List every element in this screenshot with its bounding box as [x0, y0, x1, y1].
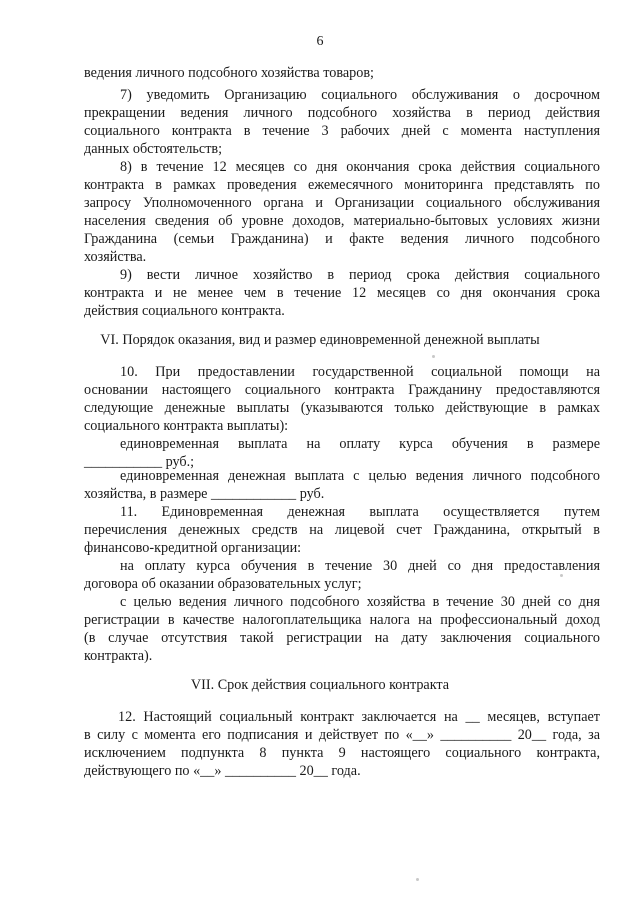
- text-line: социального контракта выплаты):: [84, 418, 289, 434]
- text-line: 9) вести личное хозяйство в период срока действия социального: [120, 267, 600, 283]
- text-line: населения сведения об уровне доходов, материально-бытовых условиях жизни: [84, 213, 600, 229]
- text-line: контракта в рамках проведения ежемесячного мониторинга представлять по: [84, 177, 600, 193]
- text-line: (в случае отсутствия такой регистрации на дату заключения социального: [84, 630, 600, 646]
- text-line: социального контракта в течение 3 рабочих дней с момента наступления: [84, 123, 600, 139]
- scan-speck: [416, 878, 419, 881]
- text-line: основании настоящего социального контракта Гражданину предоставляются: [84, 382, 600, 398]
- text-line: 11. Единовременная денежная выплата осуществляется путем: [120, 504, 600, 520]
- text-line: действующего по «__» __________ 20__ года.: [84, 763, 361, 779]
- text-line: в силу с момента его подписания и действует по «__» __________ 20__ года, за: [84, 727, 600, 743]
- text-line: Гражданина (семьи Гражданина) и факте ведения личного подсобного: [84, 231, 600, 247]
- text-line: финансово-кредитной организации:: [84, 540, 302, 556]
- text-line: контракта и не менее чем в течение 12 месяцев со дня окончания срока: [84, 285, 600, 301]
- text-line: единовременная денежная выплата с целью ведения личного подсобного: [120, 468, 600, 484]
- text-line: следующие денежные выплаты (указываются только действующие в рамках: [84, 400, 600, 416]
- text-line: контракта).: [84, 648, 153, 664]
- text-line: 7) уведомить Организацию социального обслуживания о досрочном: [120, 87, 600, 103]
- text-line: с целью ведения личного подсобного хозяйства в течение 30 дней со дня: [120, 594, 600, 610]
- page-number: 6: [316, 34, 324, 49]
- text-line: на оплату курса обучения в течение 30 дней со дня предоставления: [120, 558, 600, 574]
- text-line: хозяйства.: [84, 249, 147, 265]
- text-line: 8) в течение 12 месяцев со дня окончания срока действия социального: [120, 159, 600, 175]
- text-line: регистрации в качестве налогоплательщика налога на профессиональный доход: [84, 612, 600, 628]
- text-line: единовременная выплата на оплату курса обучения в размере: [120, 436, 600, 452]
- section-heading-vii: VII. Срок действия социального контракта: [190, 677, 450, 693]
- text-line: данных обстоятельств;: [84, 141, 223, 157]
- text-line: договора об оказании образовательных услуг;: [84, 576, 362, 592]
- scan-speck: [432, 355, 435, 358]
- text-line: прекращении ведения личного подсобного хозяйства в период действия: [84, 105, 600, 121]
- scan-speck: [560, 574, 563, 577]
- section-heading-vi: VI. Порядок оказания, вид и размер единовременной денежной выплаты: [100, 332, 540, 348]
- text-line: 12. Настоящий социальный контракт заключается на __ месяцев, вступает: [118, 709, 600, 725]
- text-line: запросу Уполномоченного органа и Организации социального обслуживания: [84, 195, 600, 211]
- text-line: ведения личного подсобного хозяйства товаров;: [84, 65, 374, 81]
- text-line: перечисления денежных средств на лицевой счет Гражданина, открытый в: [84, 522, 600, 538]
- text-line: действия социального контракта.: [84, 303, 285, 319]
- text-line: 10. При предоставлении государственной социальной помощи на: [120, 364, 600, 380]
- text-line: ___________ руб.;: [84, 454, 195, 470]
- text-line: исключением подпункта 8 пункта 9 настоящего социального контракта,: [84, 745, 600, 761]
- text-line: хозяйства, в размере ____________ руб.: [84, 486, 325, 502]
